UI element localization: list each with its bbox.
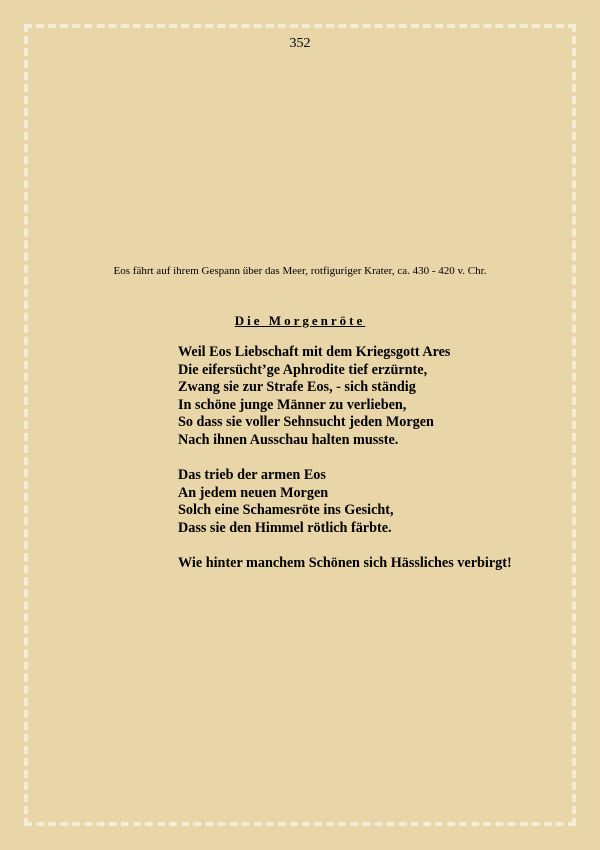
poem-line: An jedem neuen Morgen	[178, 484, 329, 501]
poem-body	[178, 344, 512, 590]
poem-line: Das trieb der armen Eos	[178, 467, 326, 484]
poem-line: Dass sie den Himmel rötlich färbte.	[178, 519, 392, 536]
poem-stanza-2	[178, 467, 512, 537]
poem-title: Die Morgenröte	[234, 313, 366, 328]
poem-line: Nach ihnen Ausschau halten musste.	[178, 431, 399, 448]
poem-line: In schöne junge Männer zu verlieben,	[178, 396, 407, 413]
page-number: 352	[289, 36, 311, 51]
poem-stanza-1	[178, 344, 512, 450]
poem-line: Solch eine Schamesröte ins Gesicht,	[178, 502, 394, 519]
poem-line: Weil Eos Liebschaft mit dem Kriegsgott Ares	[178, 344, 451, 360]
poem-line: Wie hinter manchem Schönen sich Hässliches verbirgt!	[178, 555, 512, 572]
poem-line: So dass sie voller Sehnsucht jeden Morgen	[178, 414, 434, 431]
poem-line: Zwang sie zur Strafe Eos, - sich ständig	[178, 379, 416, 396]
image-caption: Eos fährt auf ihrem Gespann über das Meer, rotfiguriger Krater, ca. 430 - 420 v. Chr.	[113, 265, 487, 277]
poem-stanza-3	[178, 555, 512, 573]
poem-line: Die eifersücht’ge Aphrodite tief erzürnte,	[178, 361, 428, 378]
